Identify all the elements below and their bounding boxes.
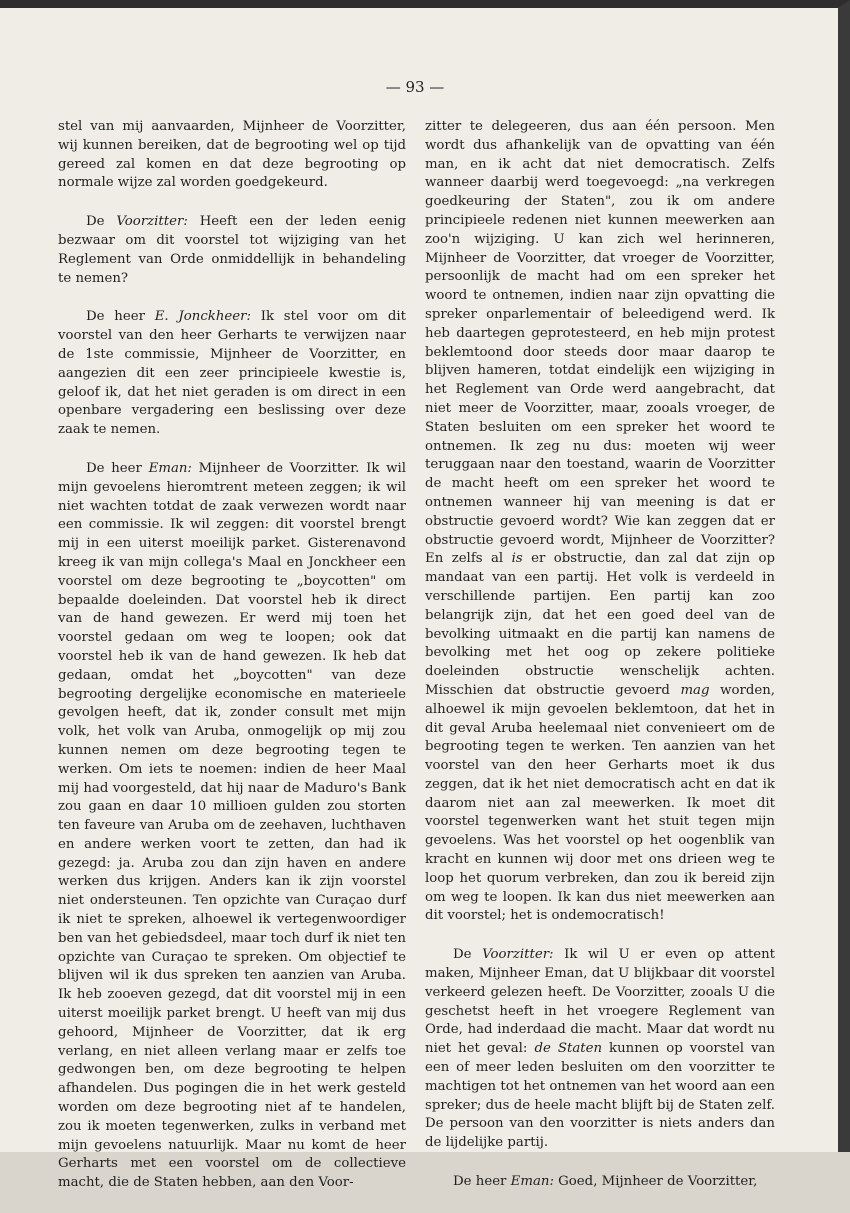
speaker-name: Voorzitter: (116, 214, 188, 230)
speaker-name: Voorzitter: (482, 947, 554, 963)
paragraph-text: zitter te delegeeren, dus aan één persoon. Men wordt dus afhankelijk van de opvatting van één man, en ik acht dat niet democratisch. Zelfs wanneer daarbij werd toegevoegd: „na verkregen goedkeuring der Staten", zou ik om andere principieele redenen niet kunnen meewerken aan zoo'n wijziging. U kan zich wel herinneren, Mijnheer de Voorzitter, dat vroeger de Voorzitter, persoonlijk de macht had om een spreker het woord te ontnemen, indien naar zijn opvatting die spreker onparlementair of beleedigend werd. Ik heb daartegen geprotesteerd, en heb mijn protest beklemtoond door steeds door maar daarop te blijven hameren, totdat eindelijk een wijziging in het Reglement van Orde werd aangebracht, dat niet meer de Voorzitter, maar, zooals vroeger, de Staten besluiten om een spreker het woord te ontnemen. Ik zeg nu dus: moeten wij weer teruggaan naar den toestand, waarin de Voorzitter de macht heeft om een spreker het woord te ontnemen wanneer hij van meening is dat er obstructie gevoerd wordt? Wie kan zeggen dat er obstructie gevoerd wordt, Mijnheer de Voorzitter? En zelfs al (425, 119, 775, 567)
paragraph-lead: De heer (453, 1174, 511, 1190)
paragraph-text: Goed, Mijnheer de Voorzitter, (553, 1174, 758, 1190)
paragraph (58, 460, 406, 1193)
paragraph-text: Mijnheer de Voorzitter. Ik wil mijn gevoelens hieromtrent meteen zeggen; ik wil niet wachten totdat de zaak verwezen wordt naar een commissie. Ik wil zeggen: dit voorstel brengt mij in een uiterst moeilijk parket. Gisterenavond kreeg ik van mijn collega's Maal en Jonckheer een voorstel om deze begrooting te „boycotten" om bepaalde doeleinden. Dat voorstel heb ik direct van de hand gewezen. Er werd mij toen het voorstel gedaan om weg te loopen; ook dat voorstel heb ik van de hand gewezen. Ik heb dat gedaan, omdat het „boycotten" van deze begrooting dergelijke economische en materieele gevolgen heeft, dat ik, zonder consult met mijn volk, het volk van Aruba, onmogelijk op mij zou kunnen nemen om deze begrooting tegen te werken. Om iets te noemen: indien de heer Maal mij had voorgesteld, dat hij naar de Maduro's Bank zou gaan en daar 10 millioen gulden zou storten ten faveure van Aruba om de zeehaven, luchthaven en andere werken voort te zetten, dan had ik gezegd: ja. Aruba zou dan zijn haven en andere werken dus krijgen. Anders kan ik zijn voorstel niet ondersteunen. Ten opzichte van Curaçao durf ik niet te spreken, alhoewel ik vertegenwoordiger ben van het gebiedsdeel, maar toch durf ik niet ten opzichte van Curaçao te spreken. Om objectief te blijven wil ik dus spreken ten aanzien van Aruba. Ik heb zooeven gezegd, dat dit voorstel mij in een uiterst moeilijk parket brengt. U heeft van mij dus gehoord, Mijnheer de Voorzitter, dat ik erg verlang, en niet alleen verlang maar er zelfs toe gedwongen ben, om deze begrooting te helpen afhandelen. Dus pogingen die in het werk gesteld worden om deze begrooting niet af te handelen, zou ik moeten tegenwerken, zulks in verband met mijn gevoelens natuurlijk. Maar nu komt de heer Gerharts met een voorstel om de collectieve macht, die de Staten hebben, aan den Voor- (58, 460, 406, 1191)
paragraph-lead: De heer (86, 309, 155, 325)
paragraph-text: stel van mij aanvaarden, Mijnheer de Voorzitter, wij kunnen bereiken, dat de begrooting wel op tijd gereed zal komen en dat deze begrooting op normale wijze zal worden goedgekeurd. (58, 119, 406, 191)
emphasis: de Staten (534, 1041, 603, 1057)
paragraph (425, 118, 775, 926)
paragraph-text: Ik stel voor om dit voorstel van den heer Gerharts te verwijzen naar de 1ste commissie, Mijnheer de Voorzitter, en aangezien dit een zeer principieele kwestie is, geloof ik, dat het niet geraden is om direct in een openbare vergadering een beslissing over deze zaak te nemen. (58, 309, 406, 438)
paragraph-text: Heeft een der leden eenig bezwaar om dit voorstel tot wijziging van het Reglement van Orde onmiddellijk in behandeling te nemen? (58, 214, 407, 286)
paragraph-lead: De heer (86, 460, 149, 476)
paragraph-text: er obstructie, dan zal dat zijn op mandaat van een partij. Het volk is verdeeld in verschillende partijen. Een partij kan zoo belangrijk zijn, dat het een goed deel van de bevolking uitmaakt en die partij kan namens de bevolking met het oog op zekere politieke doeleinden obstructie wenschelijk achten. Misschien dat obstructie gevoerd (425, 551, 775, 698)
speaker-name: E. Jonckheer: (154, 309, 251, 325)
paragraph-lead: De (453, 947, 483, 963)
paragraph-text: kunnen op voorstel van een of meer leden besluiten om den voorzitter te machtigen tot het ontnemen van het woord aan een spreker; dus de heele macht blijft bij de Staten zelf. De persoon van den voorzitter is niets anders dan de lijdelijke partij. (425, 1041, 776, 1151)
page-number: — 93 — (385, 78, 445, 96)
left-column (58, 118, 406, 1213)
paragraph (425, 1173, 775, 1192)
paragraph-lead: De (86, 214, 117, 230)
right-column (425, 118, 775, 1212)
paragraph (58, 118, 406, 193)
paragraph-text: worden, alhoewel ik mijn gevoelen beklemtoon, dat het in dit geval Aruba heelemaal niet convenieert om de begrooting tegen te werken. Ten aanzien van het voorstel van den heer Gerharts moet ik dus zeggen, dat ik het niet democratisch acht en dat ik daarom niet aan zal meewerken. Ik moet dit voorstel tegenwerken want het stuit tegen mijn gevoelens. Was het voorstel op het oogenblik van kracht en kunnen wij door met ons drieen weg te loop het quorum verbreken, dan zou ik bereid zijn om weg te loopen. Ik kan dus niet meewerken aan dit voorstel; het is ondemocratisch! (425, 682, 775, 924)
emphasis: mag (680, 682, 710, 698)
paragraph (58, 308, 406, 440)
speaker-name: Eman: (148, 460, 192, 476)
paragraph-text: Ik wil U er even op attent maken, Mijnheer Eman, dat U blijkbaar dit voorstel verkeerd gelezen heeft. De Voorzitter, zooals U die geschetst heeft in het vroegere Reglement van Orde, had inderdaad die macht. Maar dat wordt nu niet het geval: (425, 947, 775, 1057)
paragraph (58, 213, 406, 288)
emphasis: is (511, 551, 523, 567)
paragraph (425, 946, 775, 1153)
speaker-name: Eman: (510, 1174, 554, 1190)
